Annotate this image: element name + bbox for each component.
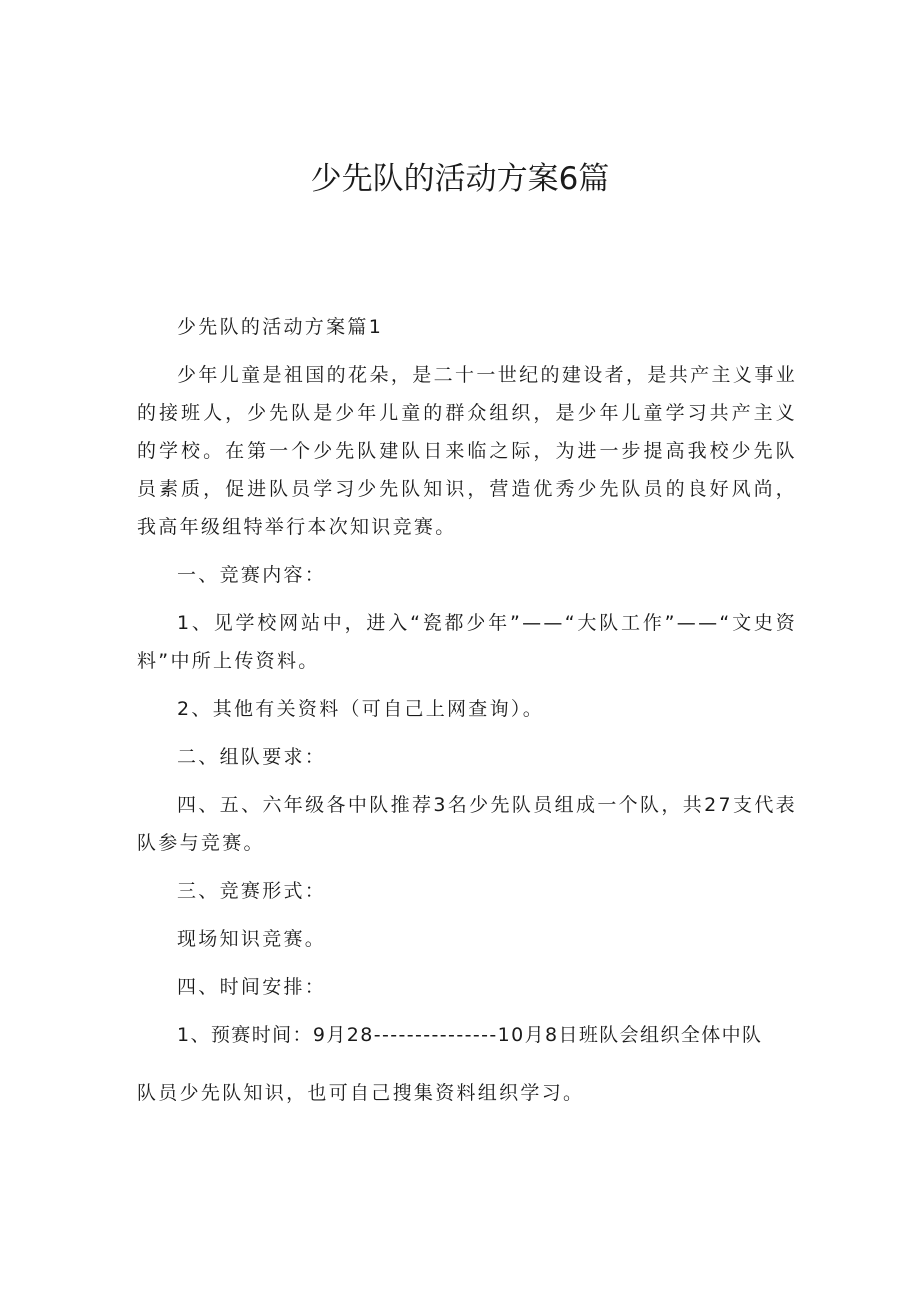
body-paragraph: 四、五、六年级各中队推荐3名少先队员组成一个队，共27支代表队参与竞赛。 — [137, 794, 797, 854]
section-heading: 一、竞赛内容： — [177, 564, 327, 586]
section-heading: 三、竞赛形式： — [177, 880, 327, 902]
body-paragraph: 1、见学校网站中，进入“瓷都少年”——“大队工作”——“文史资料”中所上传资料。 — [137, 612, 797, 672]
body-paragraph: 少年儿童是祖国的花朵，是二十一世纪的建设者，是共产主义事业的接班人，少先队是少年儿童的群众组织，是少年儿童学习共产主义的学校。在第一个少先队建队日来临之际，为进一步提高我校少先队员素质，促进队员学习少先队知识，营造优秀少先队员的良好风尚，我高年级组特举行本次知识竞赛。 — [137, 364, 797, 538]
body-paragraph: 2、其他有关资料（可自己上网查询）。 — [177, 698, 544, 720]
section-heading: 四、时间安排： — [177, 976, 327, 998]
body-paragraph: 1、预赛时间：9月28---------------10月8日班队会组织全体中队 — [177, 1024, 763, 1046]
document-title: 少先队的活动方案6篇 — [310, 161, 610, 197]
body-paragraph: 现场知识竞赛。 — [177, 928, 327, 950]
section-heading: 少先队的活动方案篇1 — [177, 316, 384, 338]
document-body — [137, 308, 797, 1122]
section-heading: 二、组队要求： — [177, 746, 327, 768]
body-paragraph: 队员少先队知识，也可自己搜集资料组织学习。 — [137, 1082, 585, 1104]
